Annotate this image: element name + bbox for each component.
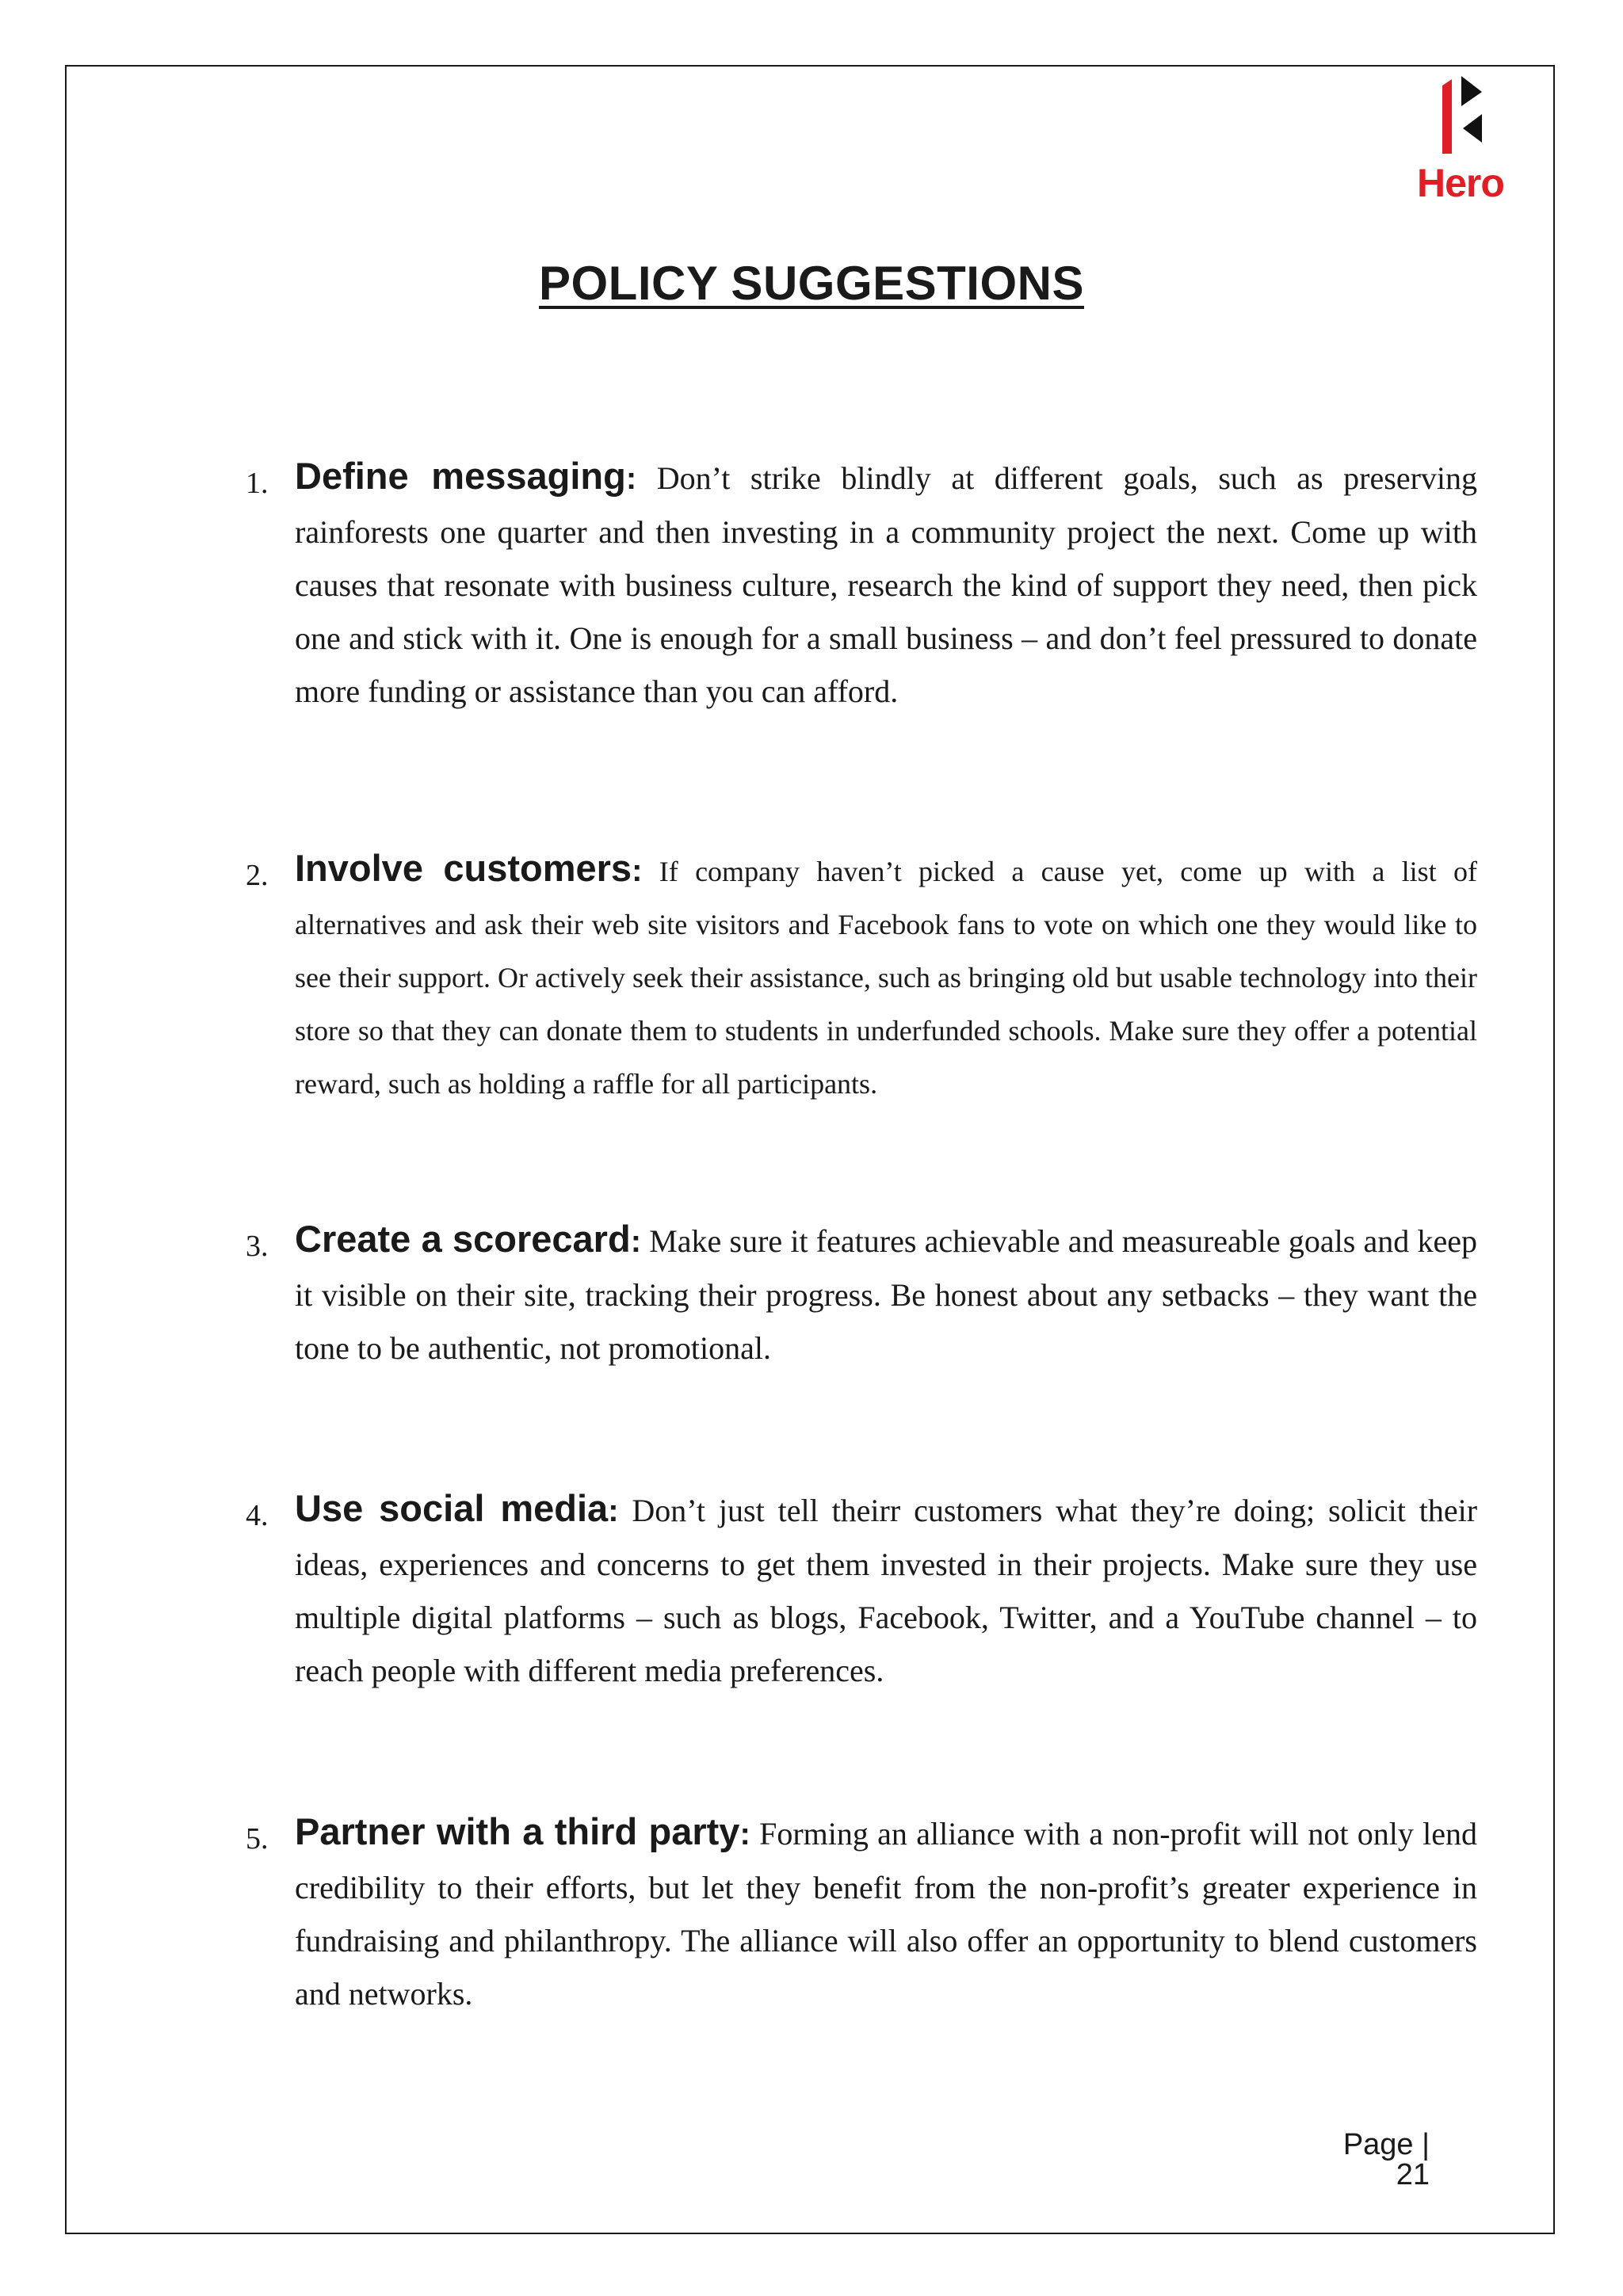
hero-logo-mark-icon [1441, 74, 1496, 154]
list-item-separator: : [625, 461, 637, 496]
list-item-heading: Create a scorecard [295, 1218, 631, 1260]
list-item-number: 1. [246, 467, 269, 500]
list-item-separator: : [739, 1817, 750, 1852]
hero-logo-wordmark: Hero [1417, 161, 1504, 205]
list-item-separator: : [608, 1493, 619, 1528]
list-item-heading: Involve customers [295, 847, 632, 889]
list-item-separator: : [632, 853, 643, 888]
list-item-body [295, 1212, 1477, 1375]
list-item-text: If company haven’t picked a cause yet, come up with a list of alternatives and ask their web site visitors and Facebook fans to vote on which one they would like to see their support. Or actively seek their assistance, such as bringing old but usable technology into their store so that they can donate them to students in underfunded schools. Make sure they offer a potential reward, such as holding a raffle for all participants. [295, 856, 1478, 1100]
list-item-text: Don’t just tell theirr customers what they’re doing; solicit their ideas, experiences and concerns to get them invested in their projects. Make sure they use multiple digital platforms – such as blogs, Facebook, Twitter, and a YouTube channel – to reach people with different media preferences. [295, 1493, 1478, 1688]
list-item-body [295, 449, 1477, 718]
list-item-separator: : [630, 1224, 642, 1259]
list-item-body [295, 1482, 1477, 1697]
list-item-text: Forming an alliance with a non-profit will not only lend credibility to their efforts, but let they benefit from the non-profit’s greater experience in fundraising and philanthropy. The alliance will also offer an opportunity to blend customers and networks. [295, 1816, 1477, 2012]
list-item-body [295, 841, 1477, 1111]
list-item-number: 5. [246, 1822, 269, 1855]
page-number: Page | 21 [1342, 2128, 1430, 2191]
list-item-heading: Partner with a third party [295, 1810, 740, 1852]
hero-logo [1417, 74, 1512, 209]
list-item-text: Make sure it features achievable and measureable goals and keep it visible on their site, tracking their progress. Be honest about any setbacks – they want the tone to be authentic, not promotional. [295, 1223, 1477, 1366]
list-item-body [295, 1805, 1477, 2020]
list-item-number: 3. [246, 1230, 269, 1263]
list-item-heading: Use social media [295, 1487, 609, 1529]
list-item-heading: Define messaging [295, 455, 626, 497]
page-title: POLICY SUGGESTIONS [538, 257, 1084, 310]
list-item-number: 4. [246, 1499, 269, 1532]
list-item-text: Don’t strike blindly at different goals, such as preserving rainforests one quarter and then investing in a community project the next. Come up with causes that resonate with business culture, research the kind of support they need, then pick one and stick with it. One is enough for a small business – and don’t feel pressured to donate more funding or assistance than you can afford. [295, 460, 1478, 709]
list-item-number: 2. [246, 859, 269, 892]
